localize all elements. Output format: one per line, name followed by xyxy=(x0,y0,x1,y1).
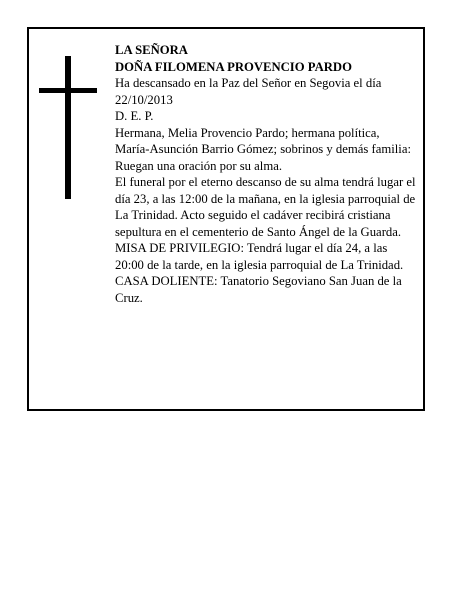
deceased-name: DOÑA FILOMENA PROVENCIO PARDO xyxy=(115,59,352,74)
cross-bar xyxy=(39,88,97,93)
mass-details: MISA DE PRIVILEGIO: Tendrá lugar el día 24, a las 20:00 de la tarde, en la iglesia parroquial de La Trinidad. xyxy=(115,241,404,272)
cross-stem xyxy=(65,56,71,199)
rest-in-peace: D. E. P. xyxy=(115,109,154,123)
obituary-notice xyxy=(27,27,425,411)
notice-body xyxy=(115,42,417,306)
prayer-request: Ruegan una oración por su alma. xyxy=(115,158,283,173)
family-list: Hermana, Melia Provencio Pardo; hermana política, María-Asunción Barrio Gómez; sobrinos y demás familia: xyxy=(115,125,411,156)
mourning-house: CASA DOLIENTE: Tanatorio Segoviano San Juan de la Cruz. xyxy=(115,274,402,305)
notice-title: LA SEÑORA xyxy=(115,43,188,57)
cross-icon xyxy=(39,56,97,199)
funeral-details: El funeral por el eterno descanso de su alma tendrá lugar el día 23, a las 12:00 de la mañana, en la iglesia parroquial de La Trinidad. Acto seguido el cadáver recibirá cristiana sepultura en el cementerio de Santo Ángel de la Guarda. xyxy=(115,175,416,239)
death-announcement: Ha descansado en la Paz del Señor en Segovia el día 22/10/2013 xyxy=(115,76,382,107)
